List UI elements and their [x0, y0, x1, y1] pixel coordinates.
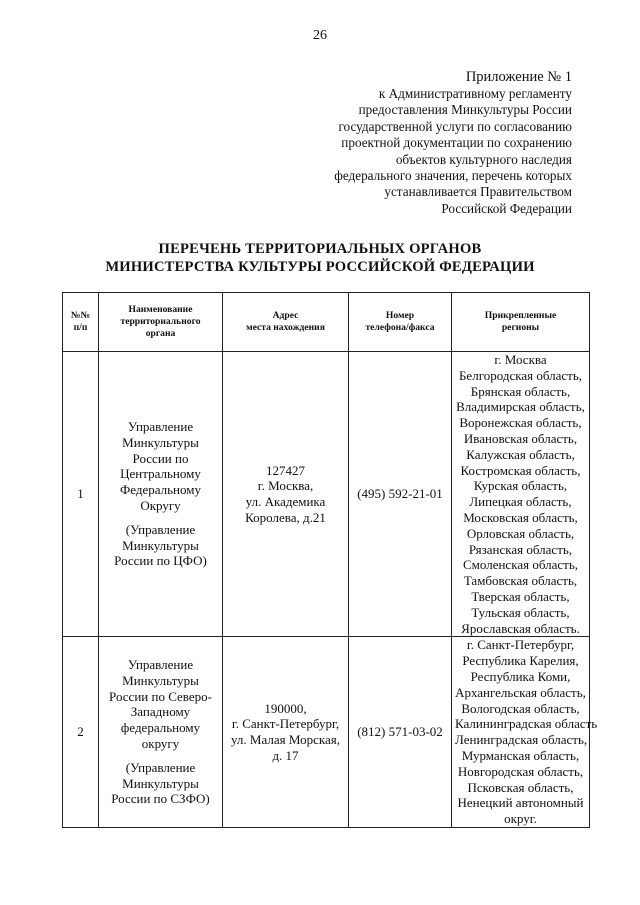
- document-title-line-1: ПЕРЕЧЕНЬ ТЕРРИТОРИАЛЬНЫХ ОРГАНОВ: [158, 241, 482, 257]
- org-name: Управление Минкультуры России по Северо- Западному федеральному округу (Управление Минкультуры России по СЗФО): [99, 637, 223, 828]
- table-row: [63, 637, 590, 828]
- org-phone: (495) 592-21-01: [349, 352, 452, 637]
- org-regions: г. Санкт-Петербург, Республика Карелия, Республика Коми, Архангельская область, Вологодская область, Калининградская область Ленинградская область, Мурманская область, Новгородская область, Псковская область, Ненецкий автономный округ.: [452, 637, 590, 828]
- appendix-line: государственной услуги по согласованию: [338, 118, 572, 134]
- appendix-line: к Административному регламенту: [378, 86, 572, 101]
- org-address: 127427 г. Москва, ул. Академика Королева, д.21: [223, 352, 349, 637]
- appendix-line: объектов культурного наследия: [395, 151, 572, 167]
- header-regions: Прикрепленные регионы: [452, 293, 590, 352]
- org-phone: (812) 571-03-02: [349, 637, 452, 828]
- territorial-bodies-table: [62, 292, 598, 828]
- org-regions: г. Москва Белгородская область, Брянская область, Владимирская область, Воронежская область, Ивановская область, Калужская область, Костромская область, Курская область, Липецкая область, Московская область, Орловская область, Рязанская область, Смоленская область, Тамбовская область, Тверская область, Тульская область, Ярославская область.: [452, 352, 590, 637]
- header-number: №№ п/п: [63, 293, 99, 352]
- document-title-line-2: МИНИСТЕРСТВА КУЛЬТУРЫ РОССИЙСКОЙ ФЕДЕРАЦИИ: [105, 259, 535, 275]
- appendix-line: Российской Федерации: [441, 200, 572, 216]
- table-row: [63, 352, 590, 637]
- appendix-line: федерального значения, перечень которых: [334, 168, 572, 184]
- header-name: Наименование территориального органа: [99, 293, 223, 352]
- row-number: 1: [63, 352, 99, 637]
- row-number: 2: [63, 637, 99, 828]
- appendix-line: устанавливается Правительством: [384, 184, 572, 200]
- appendix-title: Приложение № 1: [465, 69, 572, 85]
- appendix-line: предоставления Минкультуры России: [358, 102, 572, 118]
- appendix-note: [272, 68, 572, 217]
- document-title: [0, 240, 640, 276]
- appendix-line: проектной документации по сохранению: [341, 135, 572, 151]
- header-address: Адрес места нахождения: [223, 293, 349, 352]
- header-phone: Номер телефона/факса: [349, 293, 452, 352]
- org-name: Управление Минкультуры России по Центральному Федеральному Округу (Управление Минкультуры России по ЦФО): [99, 352, 223, 637]
- page-number: 26: [313, 28, 327, 43]
- table-header-row: [63, 293, 590, 352]
- org-address: 190000, г. Санкт-Петербург, ул. Малая Морская, д. 17: [223, 637, 349, 828]
